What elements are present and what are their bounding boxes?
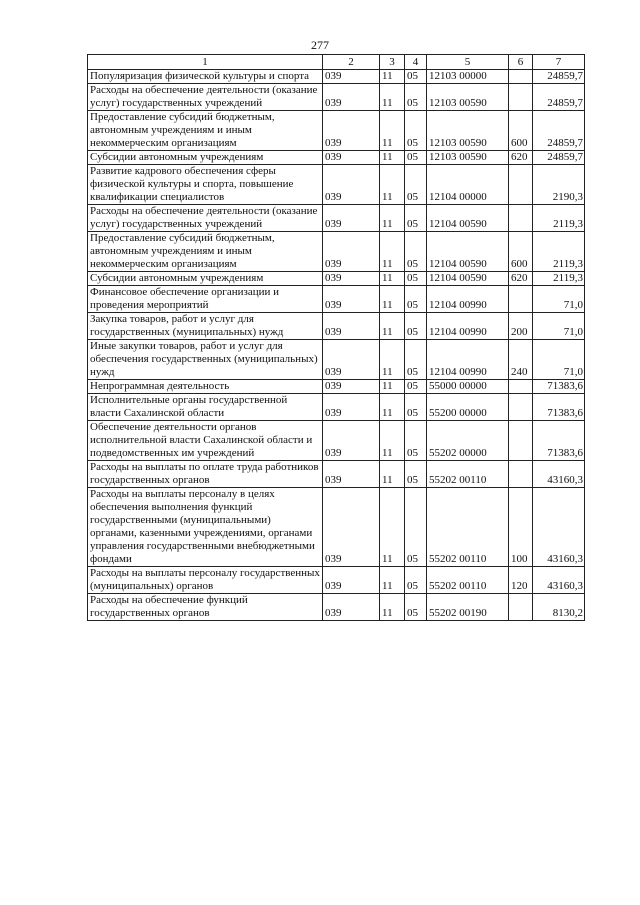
- table-row: [88, 380, 585, 394]
- row-expense-type: 240: [509, 340, 533, 380]
- row-target-article: 12103 00590: [427, 151, 509, 165]
- row-target-article: 12103 00590: [427, 111, 509, 151]
- row-amount: 71383,6: [533, 421, 585, 461]
- row-expense-type: 200: [509, 313, 533, 340]
- table-row: [88, 84, 585, 111]
- row-admin-code: 039: [323, 394, 380, 421]
- row-target-article: 12104 00990: [427, 340, 509, 380]
- row-admin-code: 039: [323, 111, 380, 151]
- row-target-article: 55202 00190: [427, 594, 509, 621]
- row-admin-code: 039: [323, 286, 380, 313]
- row-admin-code: 039: [323, 205, 380, 232]
- row-amount: 71,0: [533, 313, 585, 340]
- row-target-article: 12104 00590: [427, 272, 509, 286]
- row-amount: 2190,3: [533, 165, 585, 205]
- row-section: 11: [380, 272, 405, 286]
- row-admin-code: 039: [323, 313, 380, 340]
- row-section: 11: [380, 165, 405, 205]
- header-cell-3: 3: [380, 55, 405, 70]
- row-amount: 8130,2: [533, 594, 585, 621]
- table-row: [88, 151, 585, 165]
- row-name: Субсидии автономным учреждениям: [88, 272, 323, 286]
- row-admin-code: 039: [323, 340, 380, 380]
- row-section: 11: [380, 594, 405, 621]
- row-name: Расходы на выплаты по оплате труда работников государственных органов: [88, 461, 323, 488]
- row-name: Иные закупки товаров, работ и услуг для обеспечения государственных (муниципальных) нужд: [88, 340, 323, 380]
- row-subsection: 05: [405, 70, 427, 84]
- table-body: [88, 70, 585, 621]
- row-section: 11: [380, 286, 405, 313]
- row-subsection: 05: [405, 151, 427, 165]
- table-row: [88, 70, 585, 84]
- row-section: 11: [380, 567, 405, 594]
- row-target-article: 12104 00000: [427, 165, 509, 205]
- row-expense-type: 620: [509, 151, 533, 165]
- table-row: [88, 394, 585, 421]
- row-expense-type: 120: [509, 567, 533, 594]
- row-expense-type: 100: [509, 488, 533, 567]
- table-row: [88, 313, 585, 340]
- row-name: Непрограммная деятельность: [88, 380, 323, 394]
- row-subsection: 05: [405, 111, 427, 151]
- row-admin-code: 039: [323, 461, 380, 488]
- header-cell-2: 2: [323, 55, 380, 70]
- row-target-article: 12104 00990: [427, 313, 509, 340]
- row-amount: 24859,7: [533, 111, 585, 151]
- table-row: [88, 165, 585, 205]
- table-row: [88, 232, 585, 272]
- row-subsection: 05: [405, 272, 427, 286]
- row-expense-type: [509, 594, 533, 621]
- row-target-article: 12103 00000: [427, 70, 509, 84]
- row-admin-code: 039: [323, 70, 380, 84]
- row-subsection: 05: [405, 205, 427, 232]
- table-row: [88, 461, 585, 488]
- table-row: [88, 567, 585, 594]
- row-admin-code: 039: [323, 272, 380, 286]
- row-name: Расходы на обеспечение функций государственных органов: [88, 594, 323, 621]
- row-amount: 2119,3: [533, 205, 585, 232]
- row-subsection: 05: [405, 488, 427, 567]
- row-admin-code: 039: [323, 232, 380, 272]
- row-subsection: 05: [405, 313, 427, 340]
- header-cell-7: 7: [533, 55, 585, 70]
- row-section: 11: [380, 70, 405, 84]
- row-name: Расходы на обеспечение деятельности (оказание услуг) государственных учреждений: [88, 84, 323, 111]
- header-row: [88, 55, 585, 70]
- row-expense-type: [509, 394, 533, 421]
- row-name: Субсидии автономным учреждениям: [88, 151, 323, 165]
- row-expense-type: [509, 421, 533, 461]
- row-name: Исполнительные органы государственной власти Сахалинской области: [88, 394, 323, 421]
- row-section: 11: [380, 232, 405, 272]
- row-section: 11: [380, 421, 405, 461]
- row-target-article: 12104 00990: [427, 286, 509, 313]
- row-expense-type: 620: [509, 272, 533, 286]
- row-target-article: 55202 00110: [427, 461, 509, 488]
- row-name: Развитие кадрового обеспечения сферы физической культуры и спорта, повышение квалификации специалистов: [88, 165, 323, 205]
- row-subsection: 05: [405, 380, 427, 394]
- table-row: [88, 111, 585, 151]
- row-section: 11: [380, 394, 405, 421]
- row-amount: 24859,7: [533, 151, 585, 165]
- row-admin-code: 039: [323, 567, 380, 594]
- row-target-article: 12104 00590: [427, 232, 509, 272]
- row-subsection: 05: [405, 394, 427, 421]
- table-row: [88, 340, 585, 380]
- row-amount: 71,0: [533, 286, 585, 313]
- row-section: 11: [380, 313, 405, 340]
- row-amount: 71,0: [533, 340, 585, 380]
- row-section: 11: [380, 84, 405, 111]
- budget-table: [87, 54, 585, 621]
- row-name: Расходы на выплаты персоналу государственных (муниципальных) органов: [88, 567, 323, 594]
- row-expense-type: [509, 461, 533, 488]
- row-target-article: 12103 00590: [427, 84, 509, 111]
- table-row: [88, 272, 585, 286]
- header-cell-5: 5: [427, 55, 509, 70]
- row-admin-code: 039: [323, 488, 380, 567]
- row-target-article: 55000 00000: [427, 380, 509, 394]
- row-expense-type: 600: [509, 111, 533, 151]
- row-expense-type: 600: [509, 232, 533, 272]
- header-cell-1: 1: [88, 55, 323, 70]
- row-section: 11: [380, 151, 405, 165]
- table-row: [88, 286, 585, 313]
- row-admin-code: 039: [323, 151, 380, 165]
- row-section: 11: [380, 340, 405, 380]
- row-expense-type: [509, 205, 533, 232]
- row-admin-code: 039: [323, 84, 380, 111]
- row-admin-code: 039: [323, 594, 380, 621]
- row-name: Расходы на обеспечение деятельности (оказание услуг) государственных учреждений: [88, 205, 323, 232]
- row-subsection: 05: [405, 594, 427, 621]
- header-cell-4: 4: [405, 55, 427, 70]
- row-section: 11: [380, 205, 405, 232]
- row-name: Популяризация физической культуры и спорта: [88, 70, 323, 84]
- row-target-article: 12104 00590: [427, 205, 509, 232]
- row-admin-code: 039: [323, 421, 380, 461]
- table-row: [88, 205, 585, 232]
- row-name: Расходы на выплаты персоналу в целях обеспечения выполнения функций государственными (муниципальными) органами, казенными учреждениями, органами управления государственными внебюджетными фондами: [88, 488, 323, 567]
- row-amount: 2119,3: [533, 272, 585, 286]
- row-amount: 43160,3: [533, 488, 585, 567]
- row-subsection: 05: [405, 567, 427, 594]
- row-subsection: 05: [405, 84, 427, 111]
- row-name: Обеспечение деятельности органов исполнительной власти Сахалинской области и подведомственных им учреждений: [88, 421, 323, 461]
- row-expense-type: [509, 380, 533, 394]
- row-amount: 24859,7: [533, 70, 585, 84]
- row-section: 11: [380, 380, 405, 394]
- table-row: [88, 594, 585, 621]
- row-amount: 24859,7: [533, 84, 585, 111]
- table-row: [88, 488, 585, 567]
- row-expense-type: [509, 165, 533, 205]
- row-subsection: 05: [405, 340, 427, 380]
- row-amount: 43160,3: [533, 461, 585, 488]
- row-amount: 71383,6: [533, 394, 585, 421]
- row-name: Предоставление субсидий бюджетным, автономным учреждениям и иным некоммерческим организациям: [88, 111, 323, 151]
- row-subsection: 05: [405, 421, 427, 461]
- row-expense-type: [509, 84, 533, 111]
- row-amount: 71383,6: [533, 380, 585, 394]
- row-name: Предоставление субсидий бюджетным, автономным учреждениям и иным некоммерческим организациям: [88, 232, 323, 272]
- row-subsection: 05: [405, 165, 427, 205]
- row-subsection: 05: [405, 286, 427, 313]
- row-amount: 43160,3: [533, 567, 585, 594]
- row-target-article: 55200 00000: [427, 394, 509, 421]
- row-subsection: 05: [405, 232, 427, 272]
- row-admin-code: 039: [323, 165, 380, 205]
- header-cell-6: 6: [509, 55, 533, 70]
- page-number: 277: [311, 38, 329, 52]
- row-expense-type: [509, 70, 533, 84]
- row-target-article: 55202 00110: [427, 567, 509, 594]
- row-subsection: 05: [405, 461, 427, 488]
- row-expense-type: [509, 286, 533, 313]
- row-section: 11: [380, 111, 405, 151]
- row-name: Закупка товаров, работ и услуг для государственных (муниципальных) нужд: [88, 313, 323, 340]
- row-section: 11: [380, 461, 405, 488]
- row-amount: 2119,3: [533, 232, 585, 272]
- row-name: Финансовое обеспечение организации и проведения мероприятий: [88, 286, 323, 313]
- table-row: [88, 421, 585, 461]
- row-target-article: 55202 00000: [427, 421, 509, 461]
- row-target-article: 55202 00110: [427, 488, 509, 567]
- row-admin-code: 039: [323, 380, 380, 394]
- row-section: 11: [380, 488, 405, 567]
